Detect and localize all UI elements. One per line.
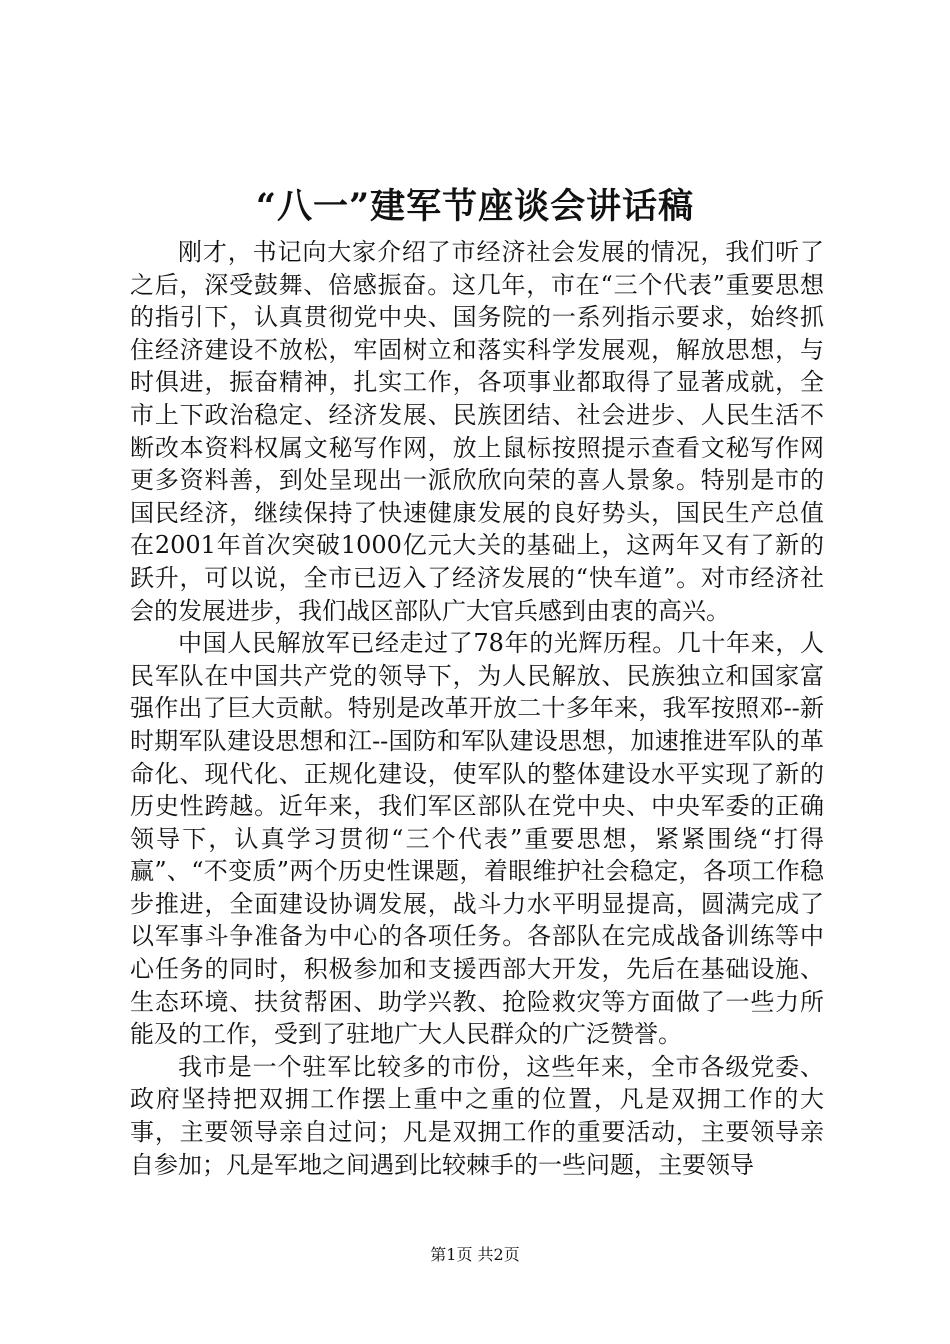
paragraph: 刚才，书记向大家介绍了市经济社会发展的情况，我们听了之后，深受鼓舞、倍感振奋。这几年，市在“三个代表”重要思想的指引下，认真贯彻党中央、国务院的一系列指示要求，始终抓住经济建设不放松，牢固树立和落实科学发展观，解放思想，与时俱进，振奋精神，扎实工作，各项事业都取得了显著成就，全市上下政治稳定、经济发展、民族团结、社会进步、人民生活不断改本资料权属文秘写作网，放上鼠标按照提示查看文秘写作网更多资料善，到处呈现出一派欣欣向荣的喜人景象。特别是市的国民经济，继续保持了快速健康发展的良好势头，国民生产总值在2001年首次突破1000亿元大关的基础上，这两年又有了新的跃升，可以说，全市已迈入了经济发展的“快车道”。对市经济社会的发展进步，我们战区部队广大官兵感到由衷的高兴。 [130, 238, 824, 625]
paragraph: 中国人民解放军已经走过了78年的光辉历程。几十年来，人民军队在中国共产党的领导下，为人民解放、民族独立和国家富强作出了巨大贡献。特别是改革开放二十多年来，我军按照邓--新时期军队建设思想和江--国防和军队建设思想，加速推进军队的革命化、现代化、正规化建设，使军队的整体建设水平实现了新的历史性跨越。近年来，我们军区部队在党中央、中央军委的正确领导下，认真学习贯彻“三个代表”重要思想，紧紧围绕“打得赢”、“不变质”两个历史性课题，着眼维护社会稳定，各项工作稳步推进，全面建设协调发展，战斗力水平明显提高，圆满完成了以军事斗争准备为中心的各项任务。各部队在完成战备训练等中心任务的同时，积极参加和支援西部大开发，先后在基础设施、生态环境、扶贫帮困、助学兴教、抢险救灾等方面做了一些力所能及的工作，受到了驻地广大人民群众的广泛赞誉。 [130, 629, 824, 1049]
paragraph: 我市是一个驻军比较多的市份，这些年来，全市各级党委、政府坚持把双拥工作摆上重中之重的位置，凡是双拥工作的大事，主要领导亲自过问；凡是双拥工作的重要活动，主要领导亲自参加；凡是军地之间遇到比较棘手的一些问题，主要领导 [130, 1052, 824, 1179]
document-body [130, 236, 824, 1181]
document-title: “八一”建军节座谈会讲话稿 [255, 186, 695, 227]
page-footer: 第1页 共2页 [430, 1245, 520, 1264]
